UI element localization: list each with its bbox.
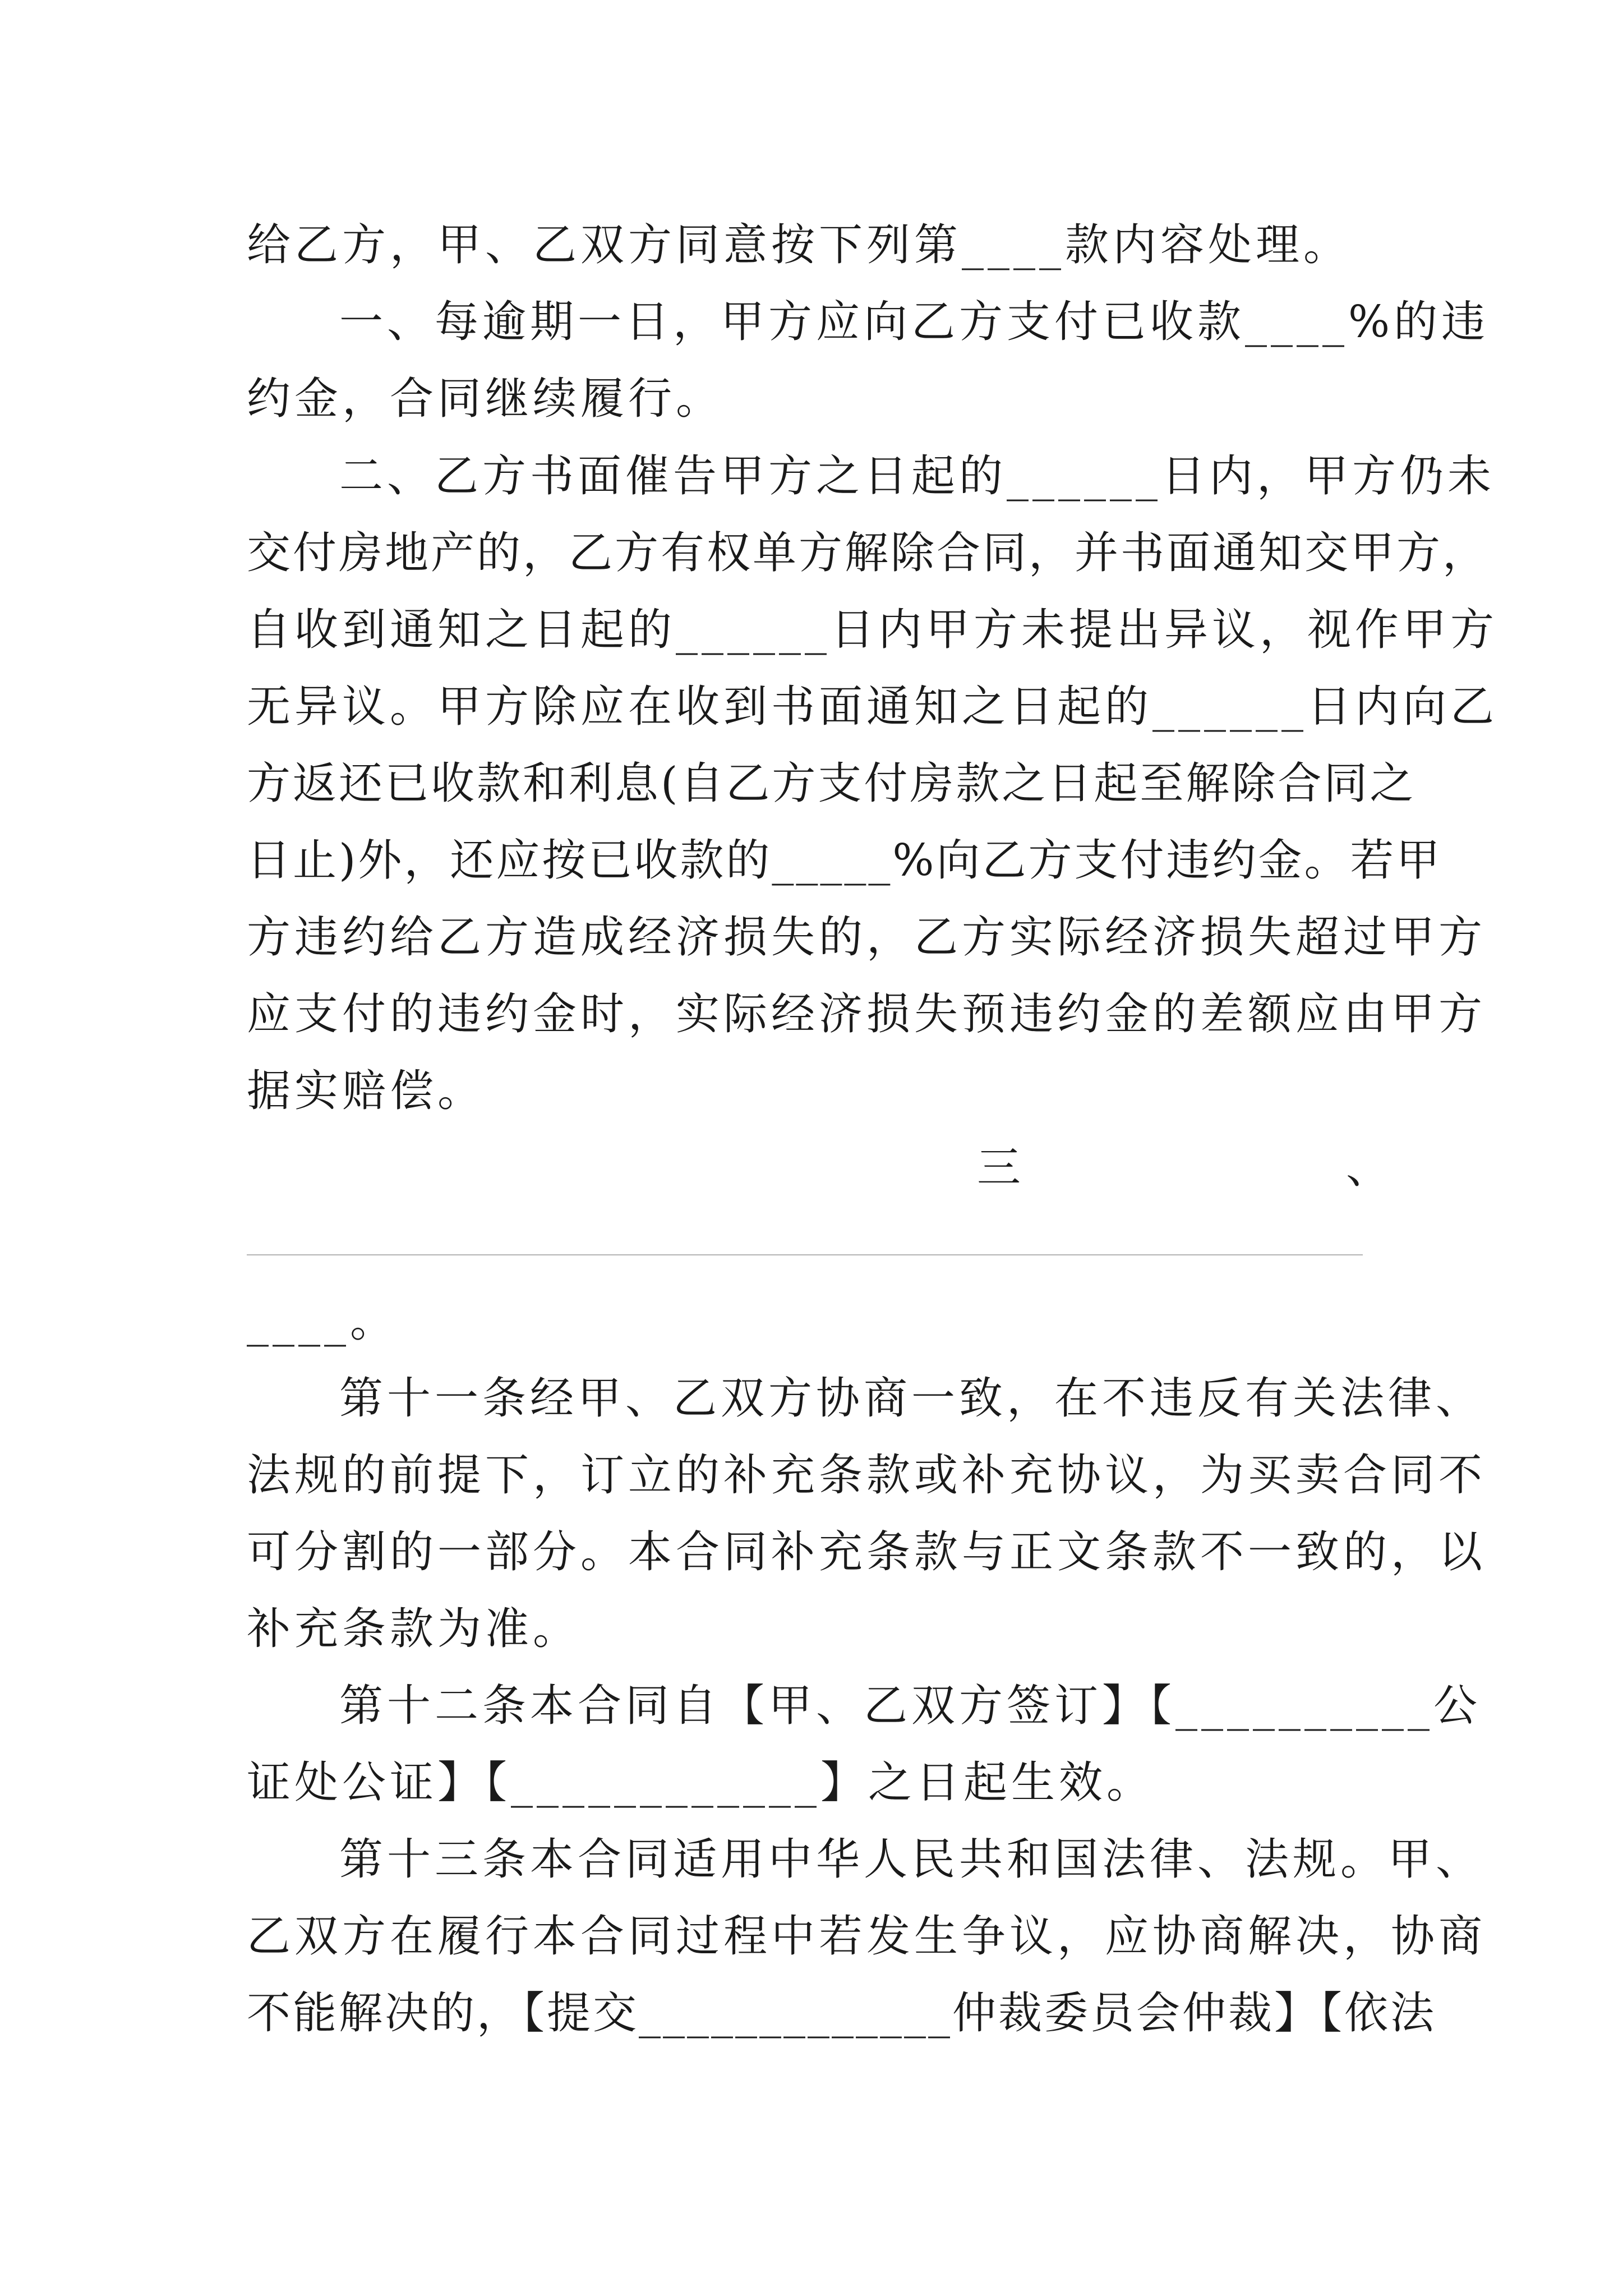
text-line: 补充条款为准。 — [247, 1604, 581, 1654]
text-line: 可分割的一部分。本合同补充条款与正文条款不一致的，以 — [247, 1527, 1487, 1577]
text-line: 给乙方，甲、乙双方同意按下列第____款内容处理。 — [247, 220, 1352, 270]
text-line: 二、乙方书面催告甲方之日起的______日内，甲方仍未 — [339, 451, 1496, 501]
text-line: 法规的前提下，订立的补充条款或补充协议，为买卖合同不 — [247, 1450, 1487, 1501]
blank-fill-line — [247, 1254, 1363, 1255]
text-line: 约金，合同继续履行。 — [247, 374, 724, 424]
text-line: 一、每逾期一日，甲方应向乙方支付已收款____%的违 — [339, 297, 1490, 347]
text-line: 证处公证】【____________】之日起生效。 — [247, 1757, 1155, 1808]
text-line: 交付房地产的，乙方有权单方解除合同，并书面通知交甲方， — [247, 528, 1489, 578]
clause-separator: 、 — [1346, 1143, 1394, 1193]
text-line: 方返还已收款和利息(自乙方支付房款之日起至解除合同之 — [247, 758, 1416, 809]
text-line: 日止)外，还应按已收款的_____%向乙方支付违约金。若甲 — [247, 835, 1442, 886]
text-line: 应支付的违约金时，实际经济损失预违约金的差额应由甲方 — [247, 989, 1487, 1039]
text-line: 第十一条经甲、乙双方协商一致，在不违反有关法律、 — [339, 1373, 1484, 1424]
text-line: 自收到通知之日起的______日内甲方未提出异议，视作甲方 — [247, 605, 1498, 655]
text-line: 据实赔偿。 — [247, 1066, 486, 1116]
text-line: ____。 — [247, 1296, 398, 1347]
text-line: 无异议。甲方除应在收到书面通知之日起的______日内向乙 — [247, 682, 1498, 732]
text-line: 第十三条本合同适用中华人民共和国法律、法规。甲、 — [339, 1834, 1484, 1885]
text-line: 方违约给乙方造成经济损失的，乙方实际经济损失超过甲方 — [247, 912, 1487, 963]
clause-number: 三 — [977, 1143, 1025, 1193]
text-line: 不能解决的，【提交_____________仲裁委员会仲裁】【依法 — [247, 1988, 1437, 2039]
text-line: 第十二条本合同自【甲、乙双方签订】【__________公 — [339, 1681, 1482, 1731]
text-line: 乙双方在履行本合同过程中若发生争议，应协商解决，协商 — [247, 1911, 1487, 1962]
